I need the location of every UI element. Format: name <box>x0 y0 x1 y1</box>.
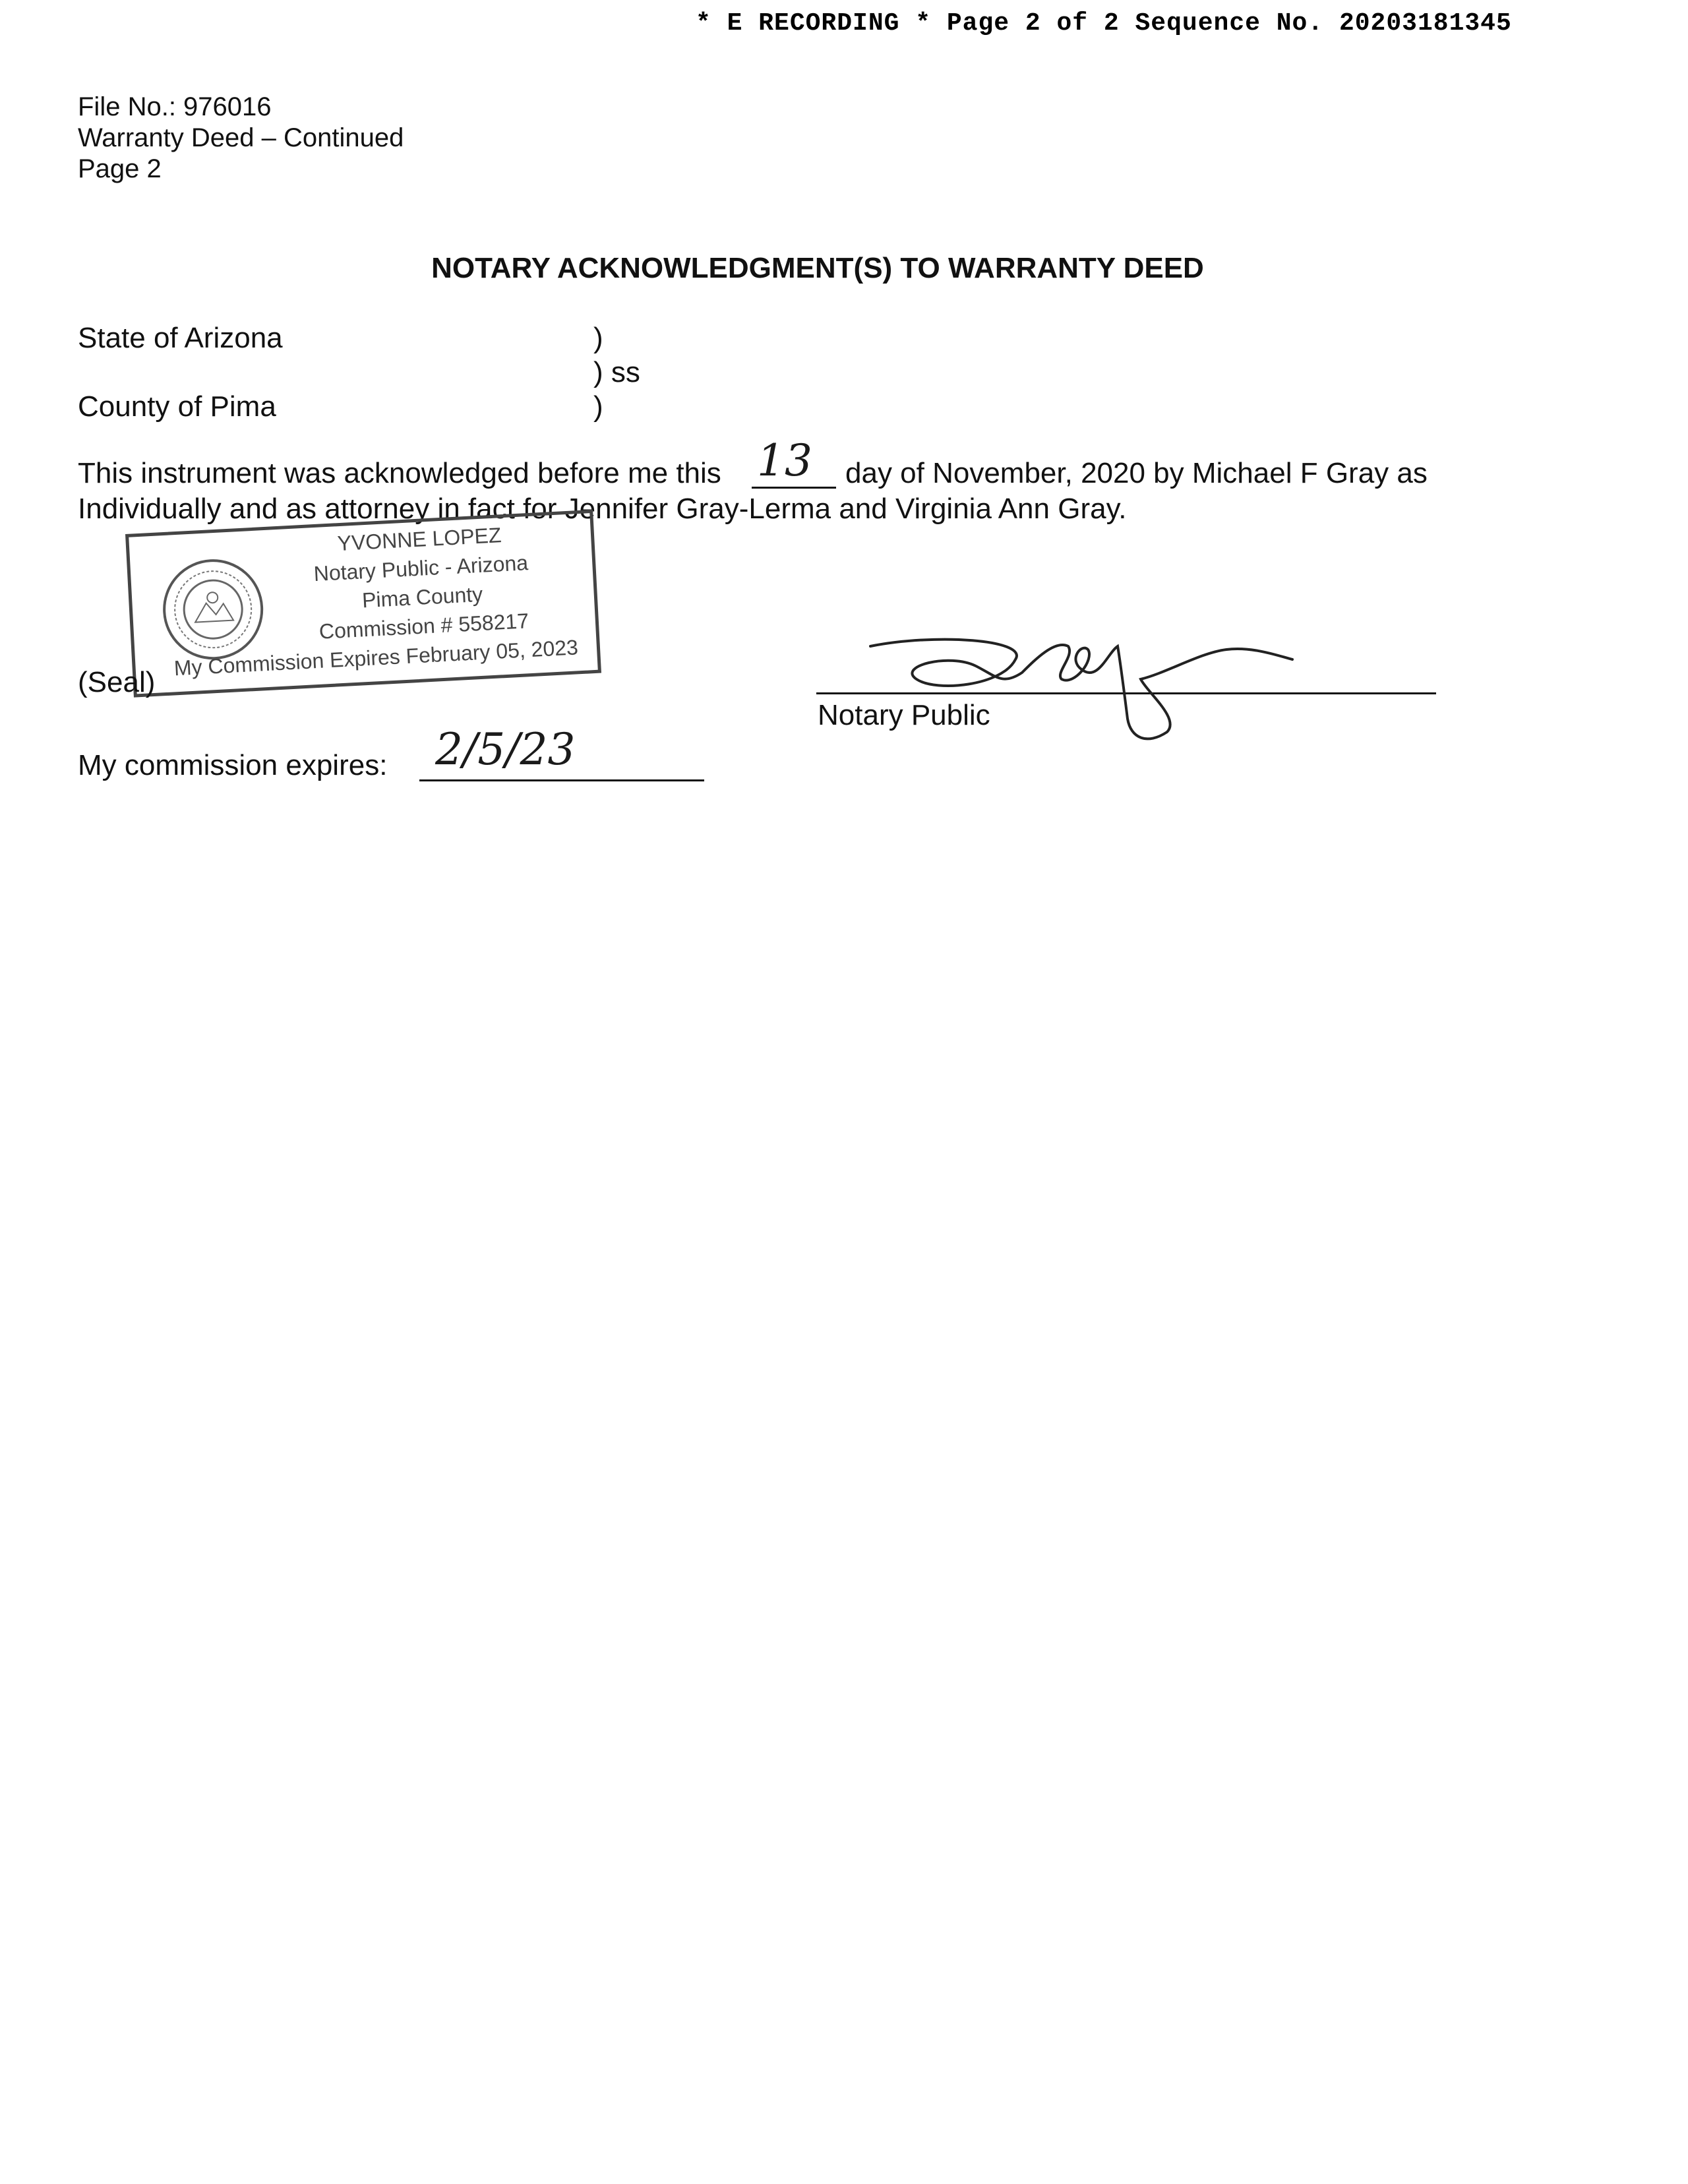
document-title: NOTARY ACKNOWLEDGMENT(S) TO WARRANTY DEED <box>431 252 1204 284</box>
deed-continued-label: Warranty Deed – Continued <box>78 123 404 152</box>
handwritten-day: 13 <box>757 435 812 486</box>
recording-header: * E RECORDING * Page 2 of 2 Sequence No. 20203181345 <box>696 9 1512 38</box>
acknowledgment-line-1-end: day of November, 2020 by Michael F Gray as <box>845 457 1428 489</box>
day-blank-line <box>752 487 836 489</box>
stamp-county: Pima County <box>361 582 484 613</box>
notary-stamp <box>125 510 601 698</box>
acknowledgment-line-2: Individually and as attorney in fact for Jennifer Gray-Lerma and Virginia Ann Gray. <box>78 493 1127 525</box>
handwritten-expiration-date: 2/5/23 <box>435 724 576 775</box>
stamp-notary-name: YVONNE LOPEZ <box>336 523 502 556</box>
file-number: File No.: 976016 <box>78 92 272 121</box>
seal-label: (Seal) <box>78 666 156 698</box>
state-seal-icon <box>158 554 268 665</box>
stamp-notary-title: Notary Public - Arizona <box>313 551 529 586</box>
commission-expires-label: My commission expires: <box>78 749 388 781</box>
commission-expires-line <box>419 779 704 781</box>
venue-state: State of Arizona <box>78 322 283 354</box>
stamp-expiration: My Commission Expires February 05, 2023 <box>173 635 579 681</box>
notary-signature-icon <box>857 620 1306 752</box>
notary-public-label: Notary Public <box>818 699 990 731</box>
stamp-commission-number: Commission # 558217 <box>318 609 529 644</box>
venue-county: County of Pima <box>78 390 276 423</box>
venue-bracket-top: ) <box>593 322 603 354</box>
venue-bracket-ss: ) ss <box>593 356 640 388</box>
page-number: Page 2 <box>78 154 162 183</box>
venue-bracket-bottom: ) <box>593 390 603 423</box>
acknowledgment-line-1-start: This instrument was acknowledged before me this <box>78 457 721 489</box>
